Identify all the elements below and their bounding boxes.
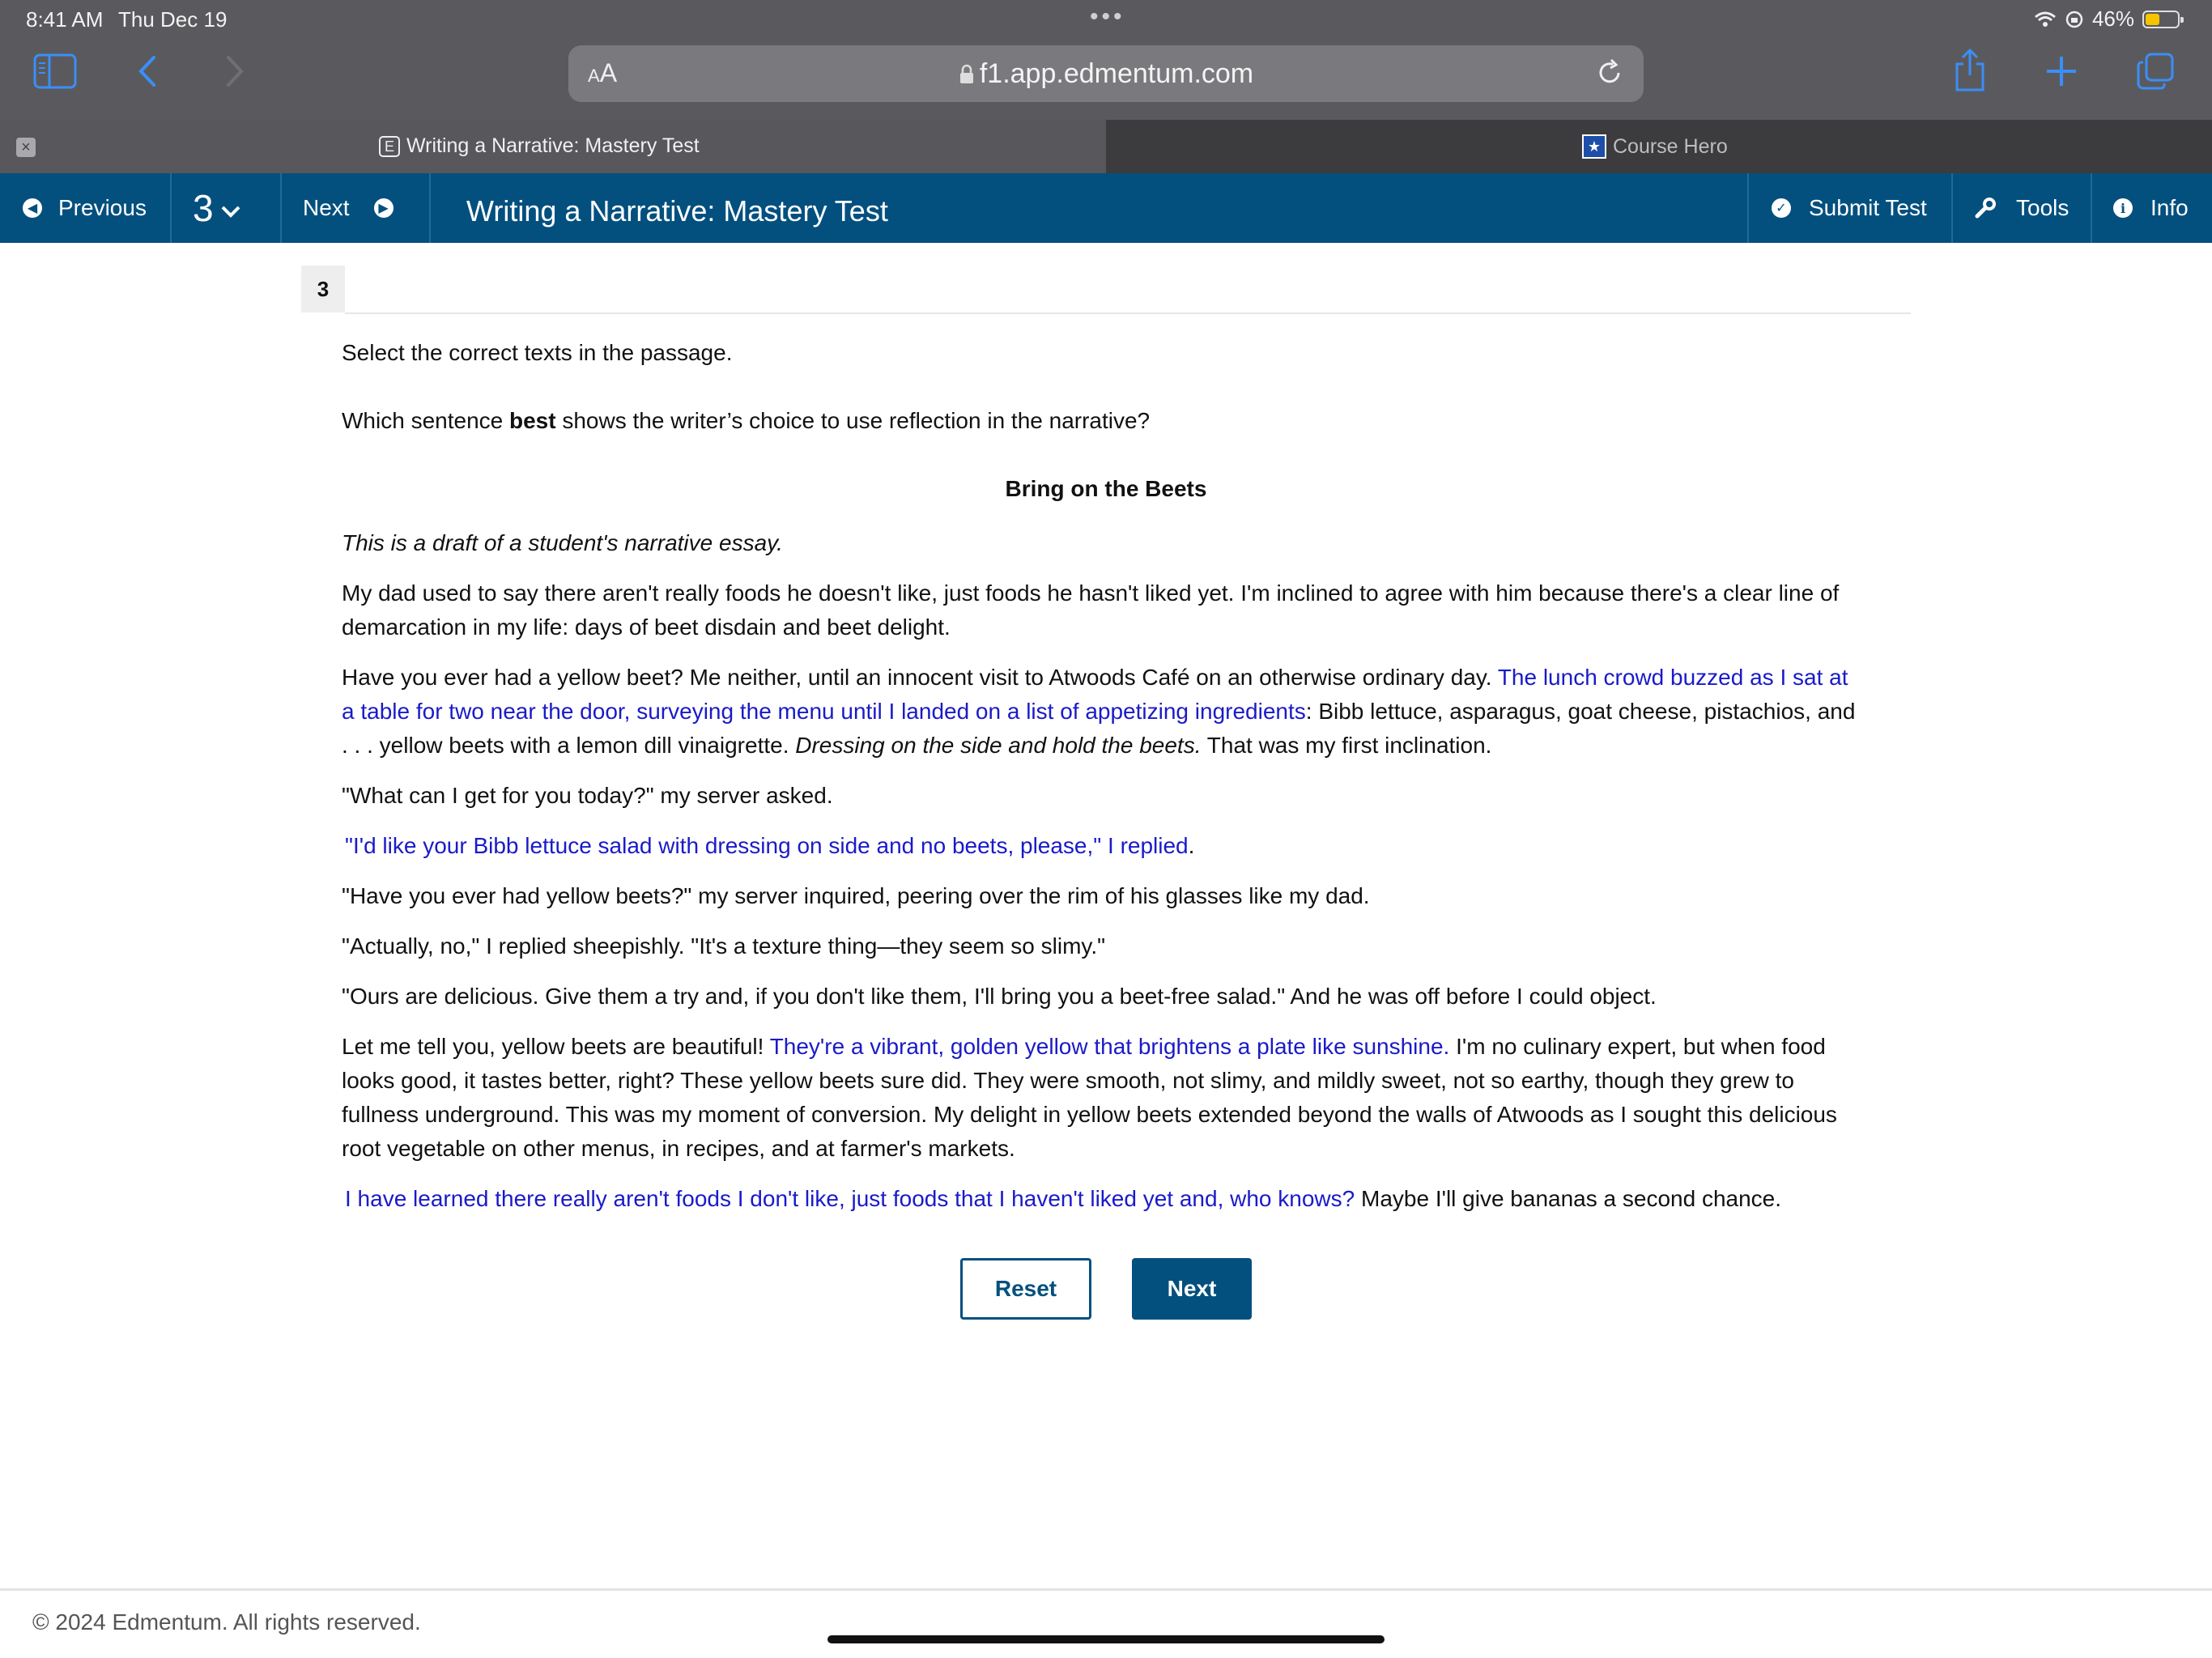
passage-paragraph: [342, 829, 1864, 863]
question-prompt: [342, 408, 1150, 434]
passage-paragraph: My dad used to say there aren't really foods he doesn't like, just foods he hasn't liked yet. I'm inclined to agree with him because there's a clear line of demarcation in my life: days of beet disdain and beet delight.: [342, 580, 1840, 640]
passage-paragraph: [342, 1030, 1864, 1166]
footer-divider: [0, 1588, 2212, 1591]
selectable-sentence[interactable]: They're a vibrant, golden yellow that brightens a plate like sunshine.: [769, 1034, 1450, 1059]
question-selector[interactable]: [193, 173, 241, 243]
question-number: 3: [193, 187, 214, 229]
footer-copyright: © 2024 Edmentum. All rights reserved.: [32, 1609, 421, 1635]
subtitle-text: This is a draft of a student's narrative essay.: [342, 530, 783, 555]
next-button[interactable]: Next: [1132, 1258, 1252, 1320]
address-bar[interactable]: [568, 45, 1644, 102]
status-right: [2034, 6, 2180, 32]
tab-label: Course Hero: [1613, 134, 1728, 158]
battery-icon: [2142, 11, 2180, 28]
prompt-part: Which sentence: [342, 408, 509, 433]
text-run: Maybe I'll give bananas a second chance.: [1355, 1186, 1782, 1211]
arrow-right-icon: ▶: [374, 198, 393, 218]
text-run: That was my first inclination.: [1201, 733, 1492, 758]
selectable-sentence[interactable]: The lunch crowd buzzed as I sat at a table for two near the door, surveying the menu until I landed on a list of appetizing ingredients: [342, 665, 1848, 724]
text-run: .: [1188, 833, 1195, 858]
url-display[interactable]: [568, 58, 1644, 90]
test-title: Writing a Narrative: Mastery Test: [466, 194, 888, 227]
tools-label: Tools: [2016, 195, 2069, 220]
arrow-left-icon: ◀: [23, 198, 42, 218]
tools-button[interactable]: [1974, 173, 2069, 243]
sidebar-toggle-icon[interactable]: [32, 52, 78, 91]
battery-fill: [2146, 14, 2159, 25]
question-header-rule: [345, 312, 1911, 314]
wifi-icon: [2034, 11, 2057, 28]
passage-subtitle: [342, 526, 1864, 560]
passage-title: Bring on the Beets: [1005, 476, 1207, 501]
divider: [429, 173, 431, 243]
text-run: Have you ever had a yellow beet? Me neither, until an innocent visit to Atwoods Café on an otherwise ordinary day.: [342, 665, 1498, 690]
url-text: f1.app.edmentum.com: [979, 58, 1254, 89]
chevron-down-icon: [220, 204, 241, 219]
next-question-button[interactable]: [303, 173, 393, 243]
edmentum-favicon-icon: E: [379, 136, 400, 157]
italic-text: Dressing on the side and hold the beets.: [795, 733, 1202, 758]
passage-paragraph: "What can I get for you today?" my server asked.: [342, 783, 833, 808]
divider: [1747, 173, 1749, 243]
reload-icon[interactable]: [1593, 57, 1626, 93]
back-icon[interactable]: [131, 53, 164, 89]
battery-percent: 46%: [2091, 6, 2134, 31]
course-hero-favicon-icon: ★: [1582, 134, 1606, 159]
test-nav-bar: [0, 173, 2212, 243]
lock-icon: [959, 64, 975, 85]
forward-icon[interactable]: [219, 53, 251, 89]
multitasking-dots-icon[interactable]: •••: [1090, 3, 1125, 30]
submit-label: Submit Test: [1809, 195, 1927, 220]
passage-paragraph: "Actually, no," I replied sheepishly. "It's a texture thing—they seem so slimy.": [342, 933, 1106, 959]
passage-paragraph: [342, 1182, 1864, 1216]
passage-paragraph: [342, 661, 1864, 763]
info-button[interactable]: [2113, 173, 2189, 243]
share-icon[interactable]: [1951, 47, 1989, 94]
previous-label: Previous: [58, 195, 147, 220]
text-run: Let me tell you, yellow beets are beautiful!: [342, 1034, 770, 1059]
divider: [1951, 173, 1953, 243]
submit-test-button[interactable]: [1772, 173, 1927, 243]
browser-tab-strip: [0, 120, 2212, 173]
close-tab-icon[interactable]: ×: [16, 138, 36, 157]
text-size-button[interactable]: AA: [588, 58, 618, 87]
prompt-part: shows the writer’s choice to use reflection in the narrative?: [555, 408, 1151, 433]
passage-paragraph: "Ours are delicious. Give them a try and, if you don't like them, I'll bring you a beet-free salad." And he was off before I could object.: [342, 984, 1657, 1009]
new-tab-icon[interactable]: [2042, 52, 2081, 91]
selectable-sentence[interactable]: I have learned there really aren't foods I don't like, just foods that I haven't liked yet and, who knows?: [345, 1186, 1355, 1211]
checkmark-icon: ✓: [1772, 198, 1791, 218]
divider: [170, 173, 172, 243]
previous-button[interactable]: [23, 173, 147, 243]
selectable-sentence[interactable]: "I'd like your Bibb lettuce salad with dressing on side and no beets, please," I replied: [345, 833, 1189, 858]
divider: [2091, 173, 2092, 243]
info-label: Info: [2150, 195, 2189, 220]
text-run: : Bibb lettuce, asparagus, goat cheese, pistachios, and . . . yellow beets with a lemon dill vinaigrette.: [342, 699, 1856, 758]
tab-overview-icon[interactable]: [2134, 50, 2176, 92]
tab-edmentum[interactable]: [0, 120, 1106, 173]
tab-course-hero[interactable]: [1582, 134, 1728, 159]
next-label: Next: [303, 195, 350, 220]
reset-button[interactable]: Reset: [960, 1258, 1091, 1320]
browser-toolbar: [0, 39, 2212, 120]
text-run: I'm no culinary expert, but when food looks good, it tastes better, right? These yellow beets sure did. They were smooth, not slimy, and mildly sweet, not so earthy, though they grew to fullness underground. This was my moment of conversion. My delight in yellow beets extended beyond the walls of Atwoods as I sought this delicious root vegetable on other menus, in recipes, and at farmer's markets.: [342, 1034, 1837, 1161]
info-icon: i: [2113, 198, 2133, 218]
orientation-lock-icon: [2065, 10, 2084, 29]
wrench-icon: [1974, 197, 1997, 219]
question-number-badge: 3: [301, 266, 345, 312]
status-date: Thu Dec 19: [118, 7, 228, 32]
tab-title-edmentum: [379, 134, 700, 158]
tab-label: Writing a Narrative: Mastery Test: [406, 134, 700, 157]
instruction-text: Select the correct texts in the passage.: [342, 340, 733, 365]
divider: [280, 173, 282, 243]
prompt-emphasis: best: [509, 408, 556, 433]
home-indicator[interactable]: [827, 1635, 1385, 1643]
status-time: 8:41 AM: [26, 7, 104, 32]
passage-paragraph: "Have you ever had yellow beets?" my server inquired, peering over the rim of his glasses like my dad.: [342, 883, 1370, 908]
status-bar: [0, 0, 2212, 39]
